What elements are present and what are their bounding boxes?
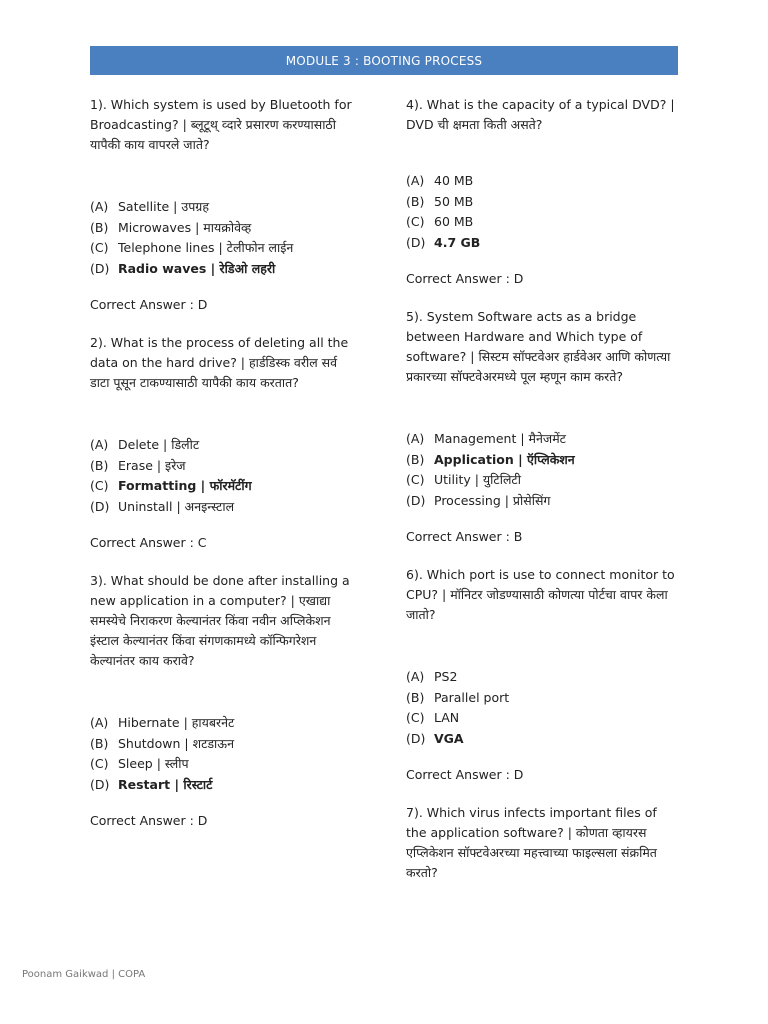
left-column [90,95,352,831]
option-d: (D) VGA [406,730,464,746]
page-footer: Poonam Gaikwad | COPA [22,969,146,980]
option-a: (A) Hibernate | हायबरनेट [90,715,235,730]
correct-answer: Correct Answer : D [406,271,524,286]
option-c: (C) LAN [406,710,460,725]
option-a: (A) Satellite | उपग्रह [90,199,209,214]
module-header [90,46,678,75]
options-list [90,713,352,795]
question-7 [406,803,681,883]
option-c: (C) Telephone lines | टेलीफोन लाईन [90,240,294,255]
question-text: 1). Which system is used by Bluetooth for Broadcasting? | ब्लूटूथ् व्दारे प्रसारण करण्यासाठी यापैकी काय वापरले जाते? [90,97,352,152]
correct-answer: Correct Answer : C [90,535,207,550]
right-column [406,95,681,883]
options-list [406,667,681,749]
option-a: (A) Management | मैनेजमेंट [406,431,566,446]
options-list [90,197,352,279]
question-text: 4). What is the capacity of a typical DVD? | DVD ची क्षमता किती असते? [406,97,675,132]
option-b: (B) Microwaves | मायक्रोवेव्ह [90,219,252,235]
option-b: (B) Erase | इरेज [90,457,186,473]
option-d: (D) Uninstall | अनइन्स्टाल [90,498,235,514]
question-6 [406,565,681,785]
question-4 [406,95,681,289]
question-3 [90,571,352,831]
question-text: 5). System Software acts as a bridge between Hardware and Which type of software? | सिस्टम सॉफ्टवेअर हार्डवेअर आणि कोणत्या प्रकारच्या सॉफ्टवेअरमध्ये पूल म्हणून काम करते? [406,309,671,384]
option-d: (D) 4.7 GB [406,234,481,250]
option-b: (B) Application | ऍप्लिकेशन [406,451,575,467]
correct-answer: Correct Answer : D [406,767,524,782]
option-c: (C) 60 MB [406,214,474,229]
options-list [406,429,681,511]
question-text: 6). Which port is use to connect monitor to CPU? | मॉनिटर जोडण्यासाठी कोणत्या पोर्टचा वापर केला जातो? [406,567,675,622]
question-2 [90,333,352,553]
option-c: (C) Formatting | फॉरमॅटींग [90,478,252,493]
question-text: 2). What is the process of deleting all the data on the hard drive? | हार्डडिस्क वरील सर्व डाटा पूसून टाकण्यासाठी यापैकी काय करतात? [90,335,349,390]
option-c: (C) Sleep | स्लीप [90,756,189,771]
question-text: 7). Which virus infects important files of the application software? | कोणता व्हायरस एप्लिकेशन सॉफ्टवेअरच्या महत्त्वाच्या फाइल्सला संक्रमित करतो? [406,805,657,880]
option-b: (B) 50 MB [406,193,474,209]
module-title: MODULE 3 : BOOTING PROCESS [285,53,483,68]
option-a: (A) PS2 [406,669,458,684]
option-a: (A) 40 MB [406,173,474,188]
correct-answer: Correct Answer : D [90,813,208,828]
correct-answer: Correct Answer : B [406,529,523,544]
option-d: (D) Processing | प्रोसेसिंग [406,492,551,508]
option-b: (B) Parallel port [406,689,510,705]
question-1 [90,95,352,315]
question-5 [406,307,681,547]
option-c: (C) Utility | युटिलिटी [406,472,521,487]
options-list [90,435,352,517]
option-d: (D) Restart | रिस्टार्ट [90,776,213,792]
option-a: (A) Delete | डिलीट [90,437,200,452]
option-d: (D) Radio waves | रेडिओ लहरी [90,260,276,276]
options-list [406,171,681,253]
question-text: 3). What should be done after installing a new application in a computer? | एखाद्या समस्येचे निराकरण केल्यानंतर किंवा नवीन अप्लिकेशन इंस्टाल केल्यानंतर किंवा संगणकामध्ये कॉन्फिगरेशन केल्यानंतर काय करावे? [90,573,350,668]
correct-answer: Correct Answer : D [90,297,208,312]
option-b: (B) Shutdown | शटडाऊन [90,735,235,751]
